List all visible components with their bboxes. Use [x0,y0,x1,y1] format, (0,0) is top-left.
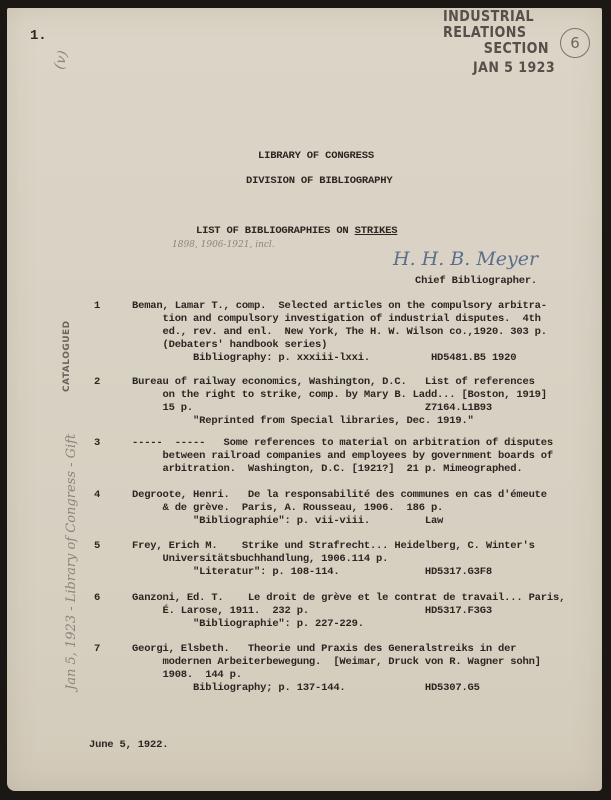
entry-line: "Literatur": p. 108-114. HD5317.G3F8 [132,566,492,578]
entry-number: 1 [94,300,101,312]
entry-line: Ganzoni, Ed. T. Le droit de grève et le contrat de travail... Paris, [132,592,566,604]
signature: H. H. B. Meyer [393,248,539,270]
signature-title: Chief Bibliographer. [415,275,538,287]
entry-line: "Bibliographie": p. 227-229. [132,618,364,630]
entry-line: Bibliography: p. xxxiii-lxxi. HD5481.B5 1920 [132,352,517,364]
header-library-of-congress: LIBRARY OF CONGRESS [258,150,374,162]
title-subject: STRIKES [354,225,398,237]
entry-line: "Reprinted from Special libraries, Dec. 1919." [132,415,474,427]
stamp-date: JAN 5 1923 [473,60,556,76]
entry-line: Frey, Erich M. Strike und Strafrecht... Heidelberg, C. Winter's [132,540,535,552]
entry-line: ----- ----- Some references to material on arbitration of disputes [132,437,553,449]
catalogued-stamp: CATALOGUED [62,320,72,392]
entry-line: on the right to strike, comp. by Mary B. Ladd... [Boston, 1919] [132,389,547,401]
entry-number: 4 [94,489,101,501]
side-pencil-note: Jan 5, 1923 - Library of Congress - Gift [64,433,79,690]
entry-line: Degroote, Henri. De la responsabilité des communes en cas d'émeute [132,489,547,501]
entry-number: 5 [94,540,101,552]
circled-number: 6 [560,28,590,58]
header-division-of-bibliography: DIVISION OF BIBLIOGRAPHY [246,175,393,187]
entry-line: tion and compulsory investigation of industrial disputes. 4th [132,313,541,325]
entry-line: modernen Arbeiterbewegung. [Weimar, Druck von R. Wagner sohn] [132,656,541,668]
entry-line: & de grève. Paris, A. Rousseau, 1906. 186 p. [132,502,444,514]
entry-line: Universitätsbuchhandlung, 1906.114 p. [132,553,389,565]
entry-number: 6 [94,592,101,604]
entry-line: "Bibliographie": p. vii-viii. Law [132,515,444,527]
top-left-pencil-mark: (v) [51,48,72,72]
entry-line: Georgi, Elsbeth. Theorie und Praxis des Generalstreiks in der [132,643,517,655]
entry-number: 2 [94,376,101,388]
entry-line: 1908. 144 p. [132,669,242,681]
entry-line: Bibliography; p. 137-144. HD5307.G5 [132,682,480,694]
entry-line: Bureau of railway economics, Washington, D.C. List of references [132,376,535,388]
title-prefix: LIST OF BIBLIOGRAPHIES ON [196,225,355,237]
entry-line: ed., rev. and enl. New York, The H. W. Wilson co.,1920. 303 p. [132,326,547,338]
entry-line: 15 p. Z7164.L1B93 [132,402,492,414]
entry-line: between railroad companies and employees by government boards of [132,450,553,462]
entry-number: 7 [94,643,101,655]
stamp-line-1: INDUSTRIAL RELATIONS [443,7,535,41]
entry-line: É. Larose, 1911. 232 p. HD5317.F3G3 [132,605,492,617]
document-title [196,225,397,238]
entry-line: Beman, Lamar T., comp. Selected articles on the compulsory arbitra- [132,300,547,312]
entry-line: arbitration. Washington, D.C. [1921?] 21 p. Mimeographed. [132,463,523,475]
entry-number: 3 [94,437,101,449]
pencil-date-range-note: 1898, 1906-1921, incl. [172,240,275,250]
top-left-number: 1. [30,28,47,44]
entry-line: (Debaters' handbook series) [132,339,328,351]
document-date: June 5, 1922. [89,739,169,751]
stamp-line-2: SECTION [483,39,549,57]
